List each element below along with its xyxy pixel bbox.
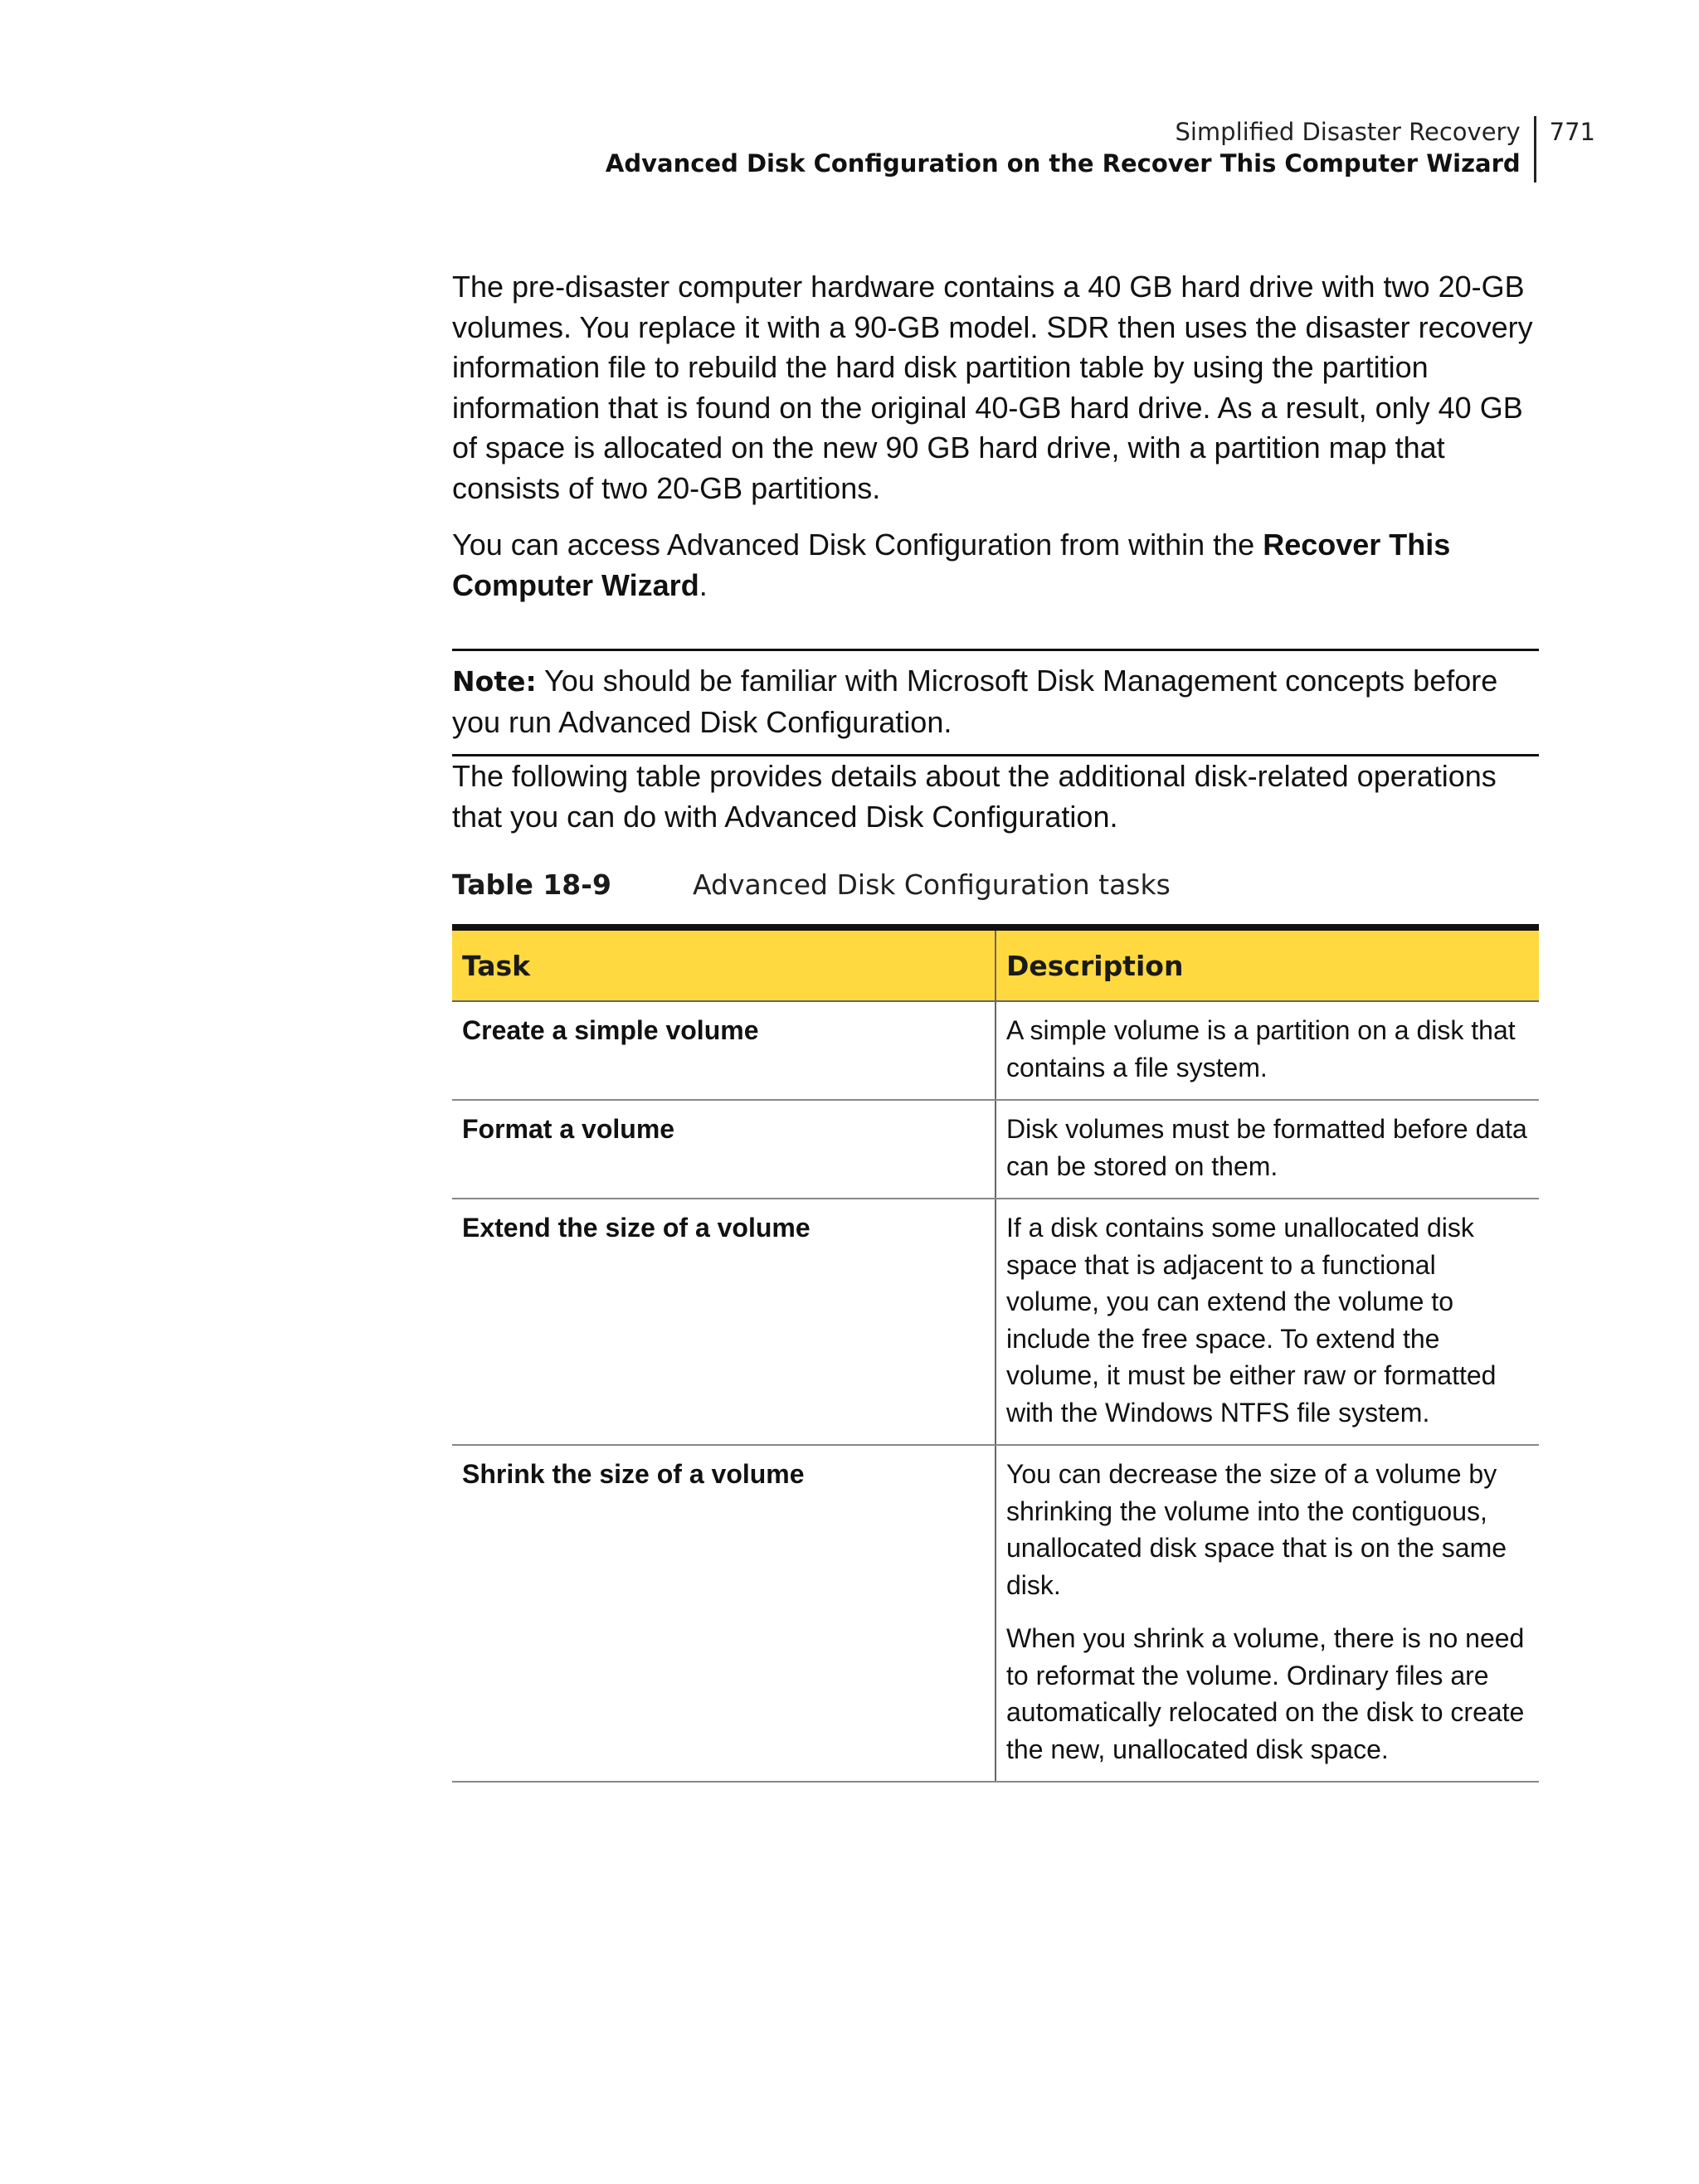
- running-header: [606, 116, 1595, 182]
- column-header-task: Task: [452, 927, 996, 1001]
- page-number: 771: [1549, 118, 1595, 146]
- running-header-text: [606, 116, 1536, 182]
- note-label: Note:: [452, 665, 537, 698]
- section-title: Advanced Disk Configuration on the Recover This Computer Wizard: [605, 149, 1521, 178]
- task-cell: Shrink the size of a volume: [452, 1445, 996, 1782]
- note-box: [452, 649, 1539, 756]
- main-content: [452, 267, 1539, 1783]
- intro-paragraph-1: The pre-disaster computer hardware contains a 40 GB hard drive with two 20-GB volumes. You replace it with a 90-GB model. SDR then uses the disaster recovery information file to rebuild the hard disk partition table by using the partition information that is found on the original 40-GB hard drive. As a result, only 40 GB of space is allocated on the new 90 GB hard drive, with a partition map that consists of two 20-GB partitions.: [452, 270, 1533, 505]
- intro-paragraph-2-suffix: .: [699, 567, 708, 602]
- description-paragraph: When you shrink a volume, there is no need to reformat the volume. Ordinary files are automatically relocated on the disk to create the new, unallocated disk space.: [1006, 1623, 1525, 1764]
- tasks-table: [452, 924, 1539, 1783]
- description-cell: [996, 1199, 1539, 1445]
- description-paragraph: Disk volumes must be formatted before data can be stored on them.: [1006, 1114, 1527, 1181]
- description-paragraph: You can decrease the size of a volume by shrinking the volume into the contiguous, unallocated disk space that is on the same disk.: [1006, 1459, 1507, 1600]
- task-cell: Extend the size of a volume: [452, 1199, 996, 1445]
- task-cell: Create a simple volume: [452, 1001, 996, 1100]
- table-caption: [452, 868, 1539, 901]
- table-row: [452, 1100, 1539, 1199]
- table-row: [452, 1445, 1539, 1782]
- intro-paragraph-2-prefix: You can access Advanced Disk Configuration from within the: [452, 528, 1263, 562]
- table-title: Advanced Disk Configuration tasks: [693, 868, 1171, 901]
- wizard-name: Recover This Computer Wizard: [452, 528, 1451, 602]
- description-cell: [996, 1445, 1539, 1782]
- column-header-description: Description: [996, 927, 1539, 1001]
- table-row: [452, 1199, 1539, 1445]
- intro-paragraph-2: [452, 525, 1539, 606]
- task-cell: Format a volume: [452, 1100, 996, 1199]
- note-text: You should be familiar with Microsoft Disk Management concepts before you run Advanced Disk Configuration.: [452, 664, 1498, 739]
- table-row: [452, 1001, 1539, 1100]
- chapter-title: Simplified Disaster Recovery: [1175, 118, 1521, 146]
- description-cell: [996, 1001, 1539, 1100]
- description-cell: [996, 1100, 1539, 1199]
- table-header-row: [452, 927, 1539, 1001]
- description-paragraph: A simple volume is a partition on a disk that contains a file system.: [1006, 1015, 1516, 1082]
- table-intro-paragraph: The following table provides details about the additional disk-related operations that you can do with Advanced Disk Configuration.: [452, 759, 1497, 834]
- table-number: Table 18-9: [452, 868, 611, 901]
- description-paragraph: If a disk contains some unallocated disk space that is adjacent to a functional volume, you can extend the volume to include the free space. To extend the volume, it must be either raw or formatted with the Windows NTFS file system.: [1006, 1213, 1497, 1428]
